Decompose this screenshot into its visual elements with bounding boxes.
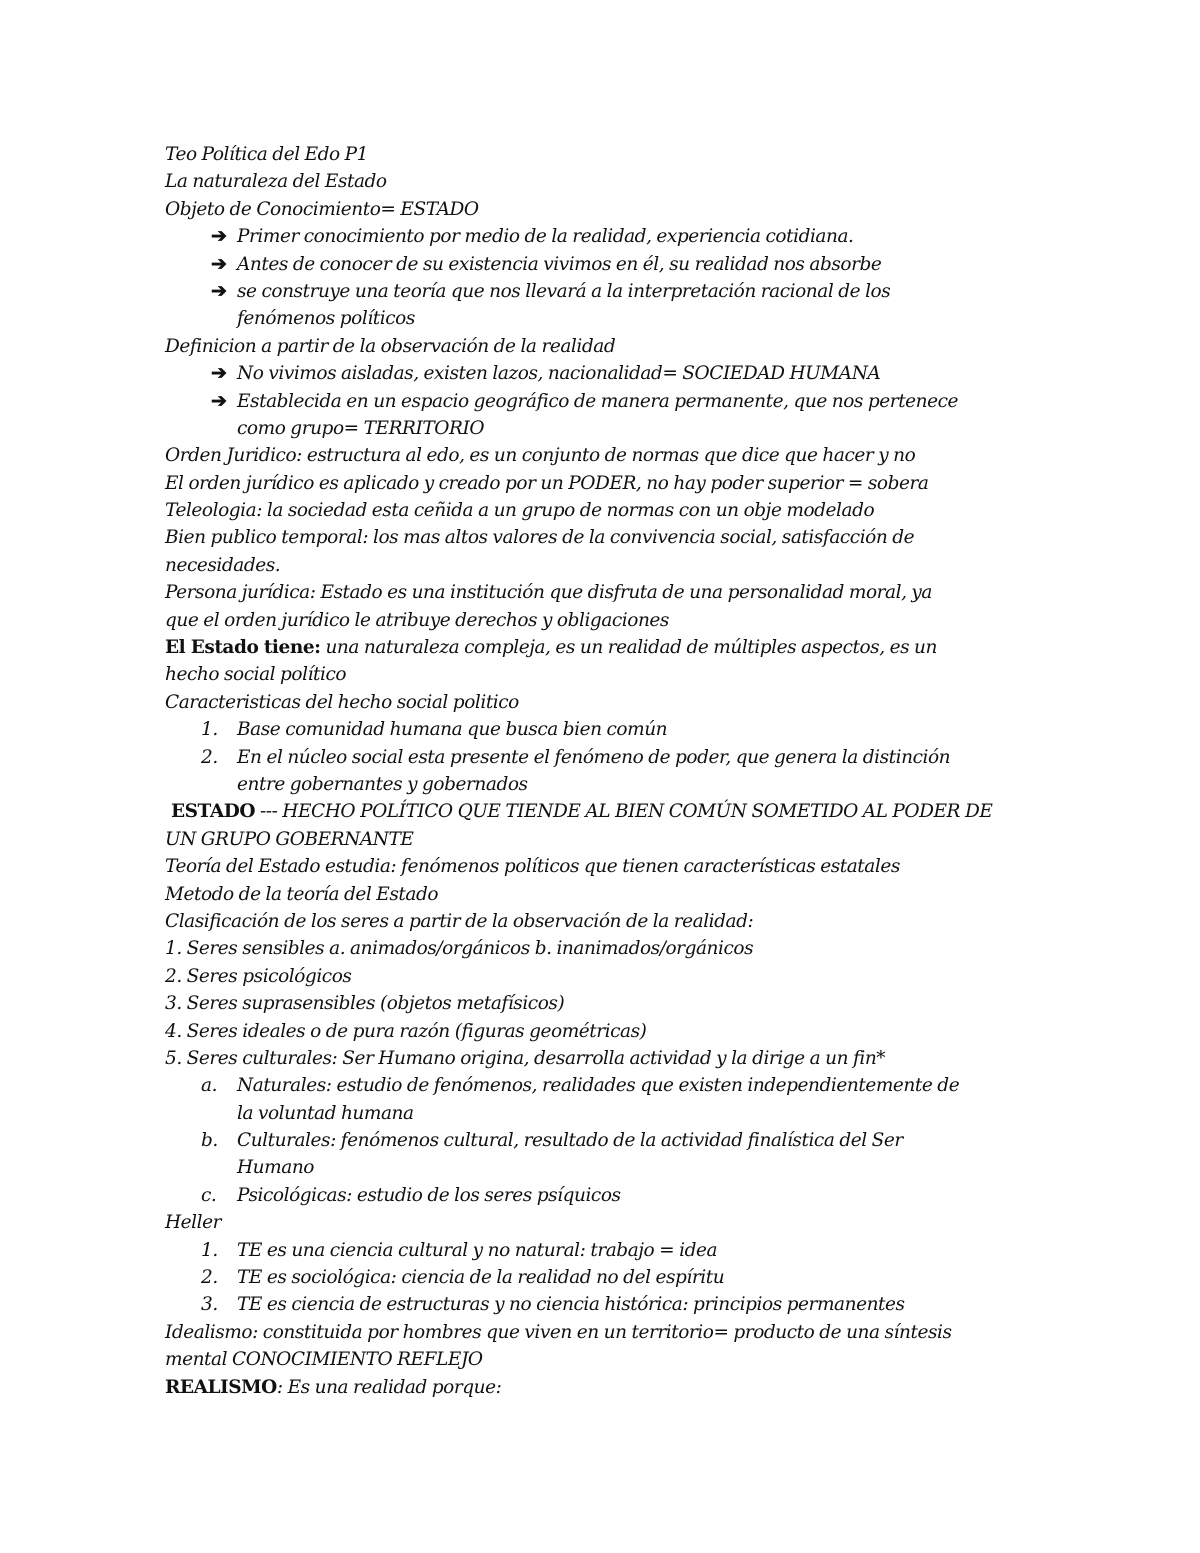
list-item-text: Establecida en un espacio geográfico de manera permanente, que nos pertenece <box>237 390 959 412</box>
list-item <box>165 1127 1045 1154</box>
seres-item: 4. Seres ideales o de pura razón (figuras geométricas) <box>165 1020 647 1042</box>
objeto-heading: Objeto de Conocimiento= ESTADO <box>165 198 479 220</box>
teleologia: Teleologia: la sociedad esta ceñida a un grupo de normas con un obje modelado <box>165 500 875 522</box>
estado-tiene-cont: hecho social político <box>165 664 347 686</box>
list-item <box>165 360 1045 387</box>
list-number: 3. <box>201 1294 218 1316</box>
list-item-text: Primer conocimiento por medio de la realidad, experiencia cotidiana. <box>237 226 854 248</box>
arrow-right-icon: ➔ <box>211 389 227 412</box>
arrow-right-icon: ➔ <box>211 279 227 302</box>
idealismo: Idealismo: constituida por hombres que viven en un territorio= producto de una síntesis <box>165 1321 952 1343</box>
metodo-heading: Metodo de la teoría del Estado <box>165 883 439 905</box>
list-item-text: TE es sociológica: ciencia de la realidad no del espíritu <box>237 1267 725 1289</box>
list-item <box>165 1291 1045 1318</box>
list-item-text: Naturales: estudio de fenómenos, realidades que existen independientemente de <box>237 1075 960 1097</box>
list-number: 2. <box>201 746 218 768</box>
list-item-text: TE es una ciencia cultural y no natural: trabajo = idea <box>237 1239 718 1261</box>
list-letter: a. <box>201 1075 218 1097</box>
clasificacion-heading: Clasificación de los seres a partir de la observación de la realidad: <box>165 910 754 932</box>
list-item <box>165 223 1045 250</box>
estado-definition-cont: UN GRUPO GOBERNANTE <box>165 828 414 850</box>
orden-aplicado: El orden jurídico es aplicado y creado por un PODER, no hay poder superior = sobera <box>165 472 929 494</box>
realismo-label: REALISMO <box>165 1376 277 1398</box>
estado-tiene-text: una naturaleza compleja, es un realidad de múltiples aspectos, es un <box>320 637 937 659</box>
list-item-text: Culturales: fenómenos cultural, resultado de la actividad finalística del Ser <box>237 1130 903 1152</box>
estado-tiene-label: El Estado tiene: <box>165 637 321 659</box>
estado-tiene <box>165 634 1045 661</box>
idealismo-cont: mental CONOCIMIENTO REFLEJO <box>165 1349 483 1371</box>
list-item-continuation: como grupo= TERRITORIO <box>237 417 485 439</box>
estado-def-label: ESTADO <box>171 801 256 823</box>
seres-item: 1. Seres sensibles a. animados/orgánicos b. inanimados/orgánicos <box>165 938 754 960</box>
arrow-right-icon: ➔ <box>211 225 227 248</box>
estado-definition <box>165 798 1045 825</box>
list-number: 1. <box>201 1239 218 1261</box>
list-letter: c. <box>201 1184 217 1206</box>
list-item-text: TE es ciencia de estructuras y no ciencia histórica: principios permanentes <box>237 1294 905 1316</box>
doc-title: Teo Política del Edo P1 <box>165 144 368 165</box>
list-item-continuation: entre gobernantes y gobernados <box>237 773 528 795</box>
arrow-right-icon: ➔ <box>211 252 227 275</box>
list-item <box>165 1264 1045 1291</box>
list-item-text: No vivimos aisladas, existen lazos, nacionalidad= SOCIEDAD HUMANA <box>237 363 881 385</box>
list-number: 1. <box>201 719 218 741</box>
definicion-heading: Definicion a partir de la observación de la realidad <box>165 335 616 357</box>
list-item <box>165 1182 1045 1209</box>
seres-item: 2. Seres psicológicos <box>165 965 352 987</box>
bien-publico-cont: necesidades. <box>165 554 281 576</box>
seres-item: 3. Seres suprasensibles (objetos metafísicos) <box>165 993 565 1015</box>
estado-def-dash: --- <box>255 801 283 823</box>
persona-juridica-cont: que el orden jurídico le atribuye derechos y obligaciones <box>165 609 669 631</box>
persona-juridica: Persona jurídica: Estado es una institución que disfruta de una personalidad moral, ya <box>165 582 933 604</box>
list-item-text: En el núcleo social esta presente el fenómeno de poder, que genera la distinción <box>237 746 951 768</box>
list-item-continuation: Humano <box>237 1157 314 1179</box>
list-item <box>165 251 1045 278</box>
list-item <box>165 744 1045 771</box>
list-item-text: Psicológicas: estudio de los seres psíquicos <box>237 1184 621 1206</box>
orden-juridico: Orden Juridico: estructura al edo, es un conjunto de normas que dice que hacer y no <box>165 445 916 467</box>
realismo <box>165 1374 1045 1401</box>
list-item-continuation: fenómenos políticos <box>237 308 415 330</box>
seres-item: 5. Seres culturales: Ser Humano origina, desarrolla actividad y la dirige a un fin* <box>165 1047 886 1069</box>
realismo-text: : Es una realidad porque: <box>276 1376 502 1398</box>
list-item <box>165 1072 1045 1099</box>
doc-subtitle: La naturaleza del Estado <box>165 171 387 193</box>
document-body <box>165 141 1045 1401</box>
list-item-text: Antes de conocer de su existencia vivimos en él, su realidad nos absorbe <box>237 253 882 275</box>
list-item <box>165 716 1045 743</box>
list-item-text: Base comunidad humana que busca bien común <box>237 719 668 741</box>
bien-publico: Bien publico temporal: los mas altos valores de la convivencia social, satisfacción de <box>165 527 915 549</box>
list-number: 2. <box>201 1267 218 1289</box>
list-item-text: se construye una teoría que nos llevará a la interpretación racional de los <box>237 280 891 302</box>
estado-def-text: HECHO POLÍTICO QUE TIENDE AL BIEN COMÚN SOMETIDO AL PODER DE <box>282 801 993 823</box>
heller-heading: Heller <box>165 1212 222 1234</box>
list-item-continuation: la voluntad humana <box>237 1102 414 1124</box>
list-item <box>165 388 1045 415</box>
list-item <box>165 1237 1045 1264</box>
caracteristicas-heading: Caracteristicas del hecho social politico <box>165 691 519 713</box>
arrow-right-icon: ➔ <box>211 362 227 385</box>
teoria-estudia: Teoría del Estado estudia: fenómenos políticos que tienen características estatales <box>165 856 900 878</box>
list-item <box>165 278 1045 305</box>
list-letter: b. <box>201 1130 218 1152</box>
